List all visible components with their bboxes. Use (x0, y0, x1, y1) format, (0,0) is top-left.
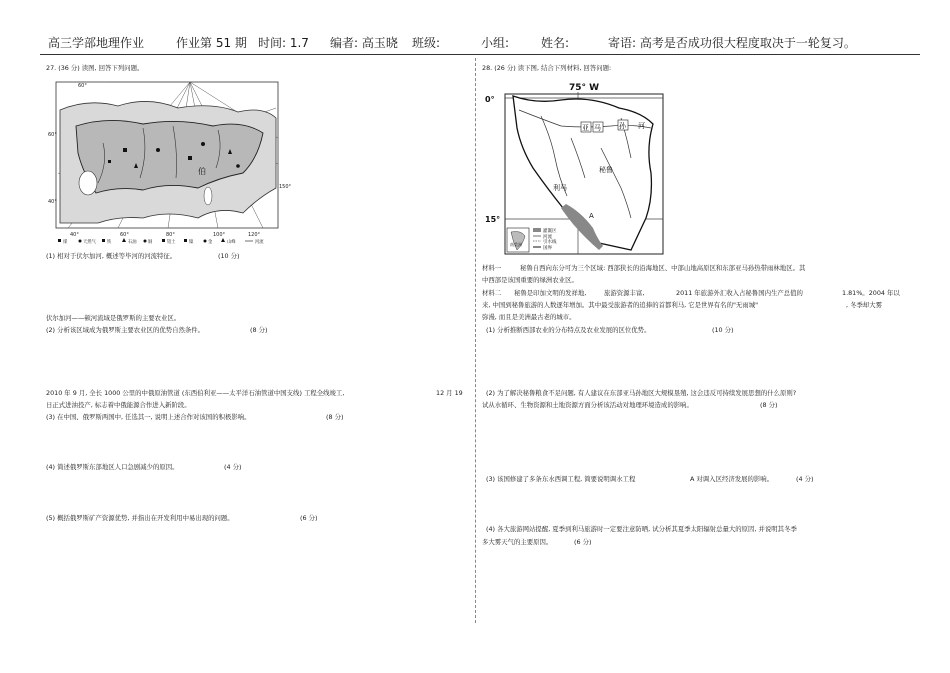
q28-sub2-score: (8 分) (760, 401, 778, 409)
legend-item: 灌溉区 (543, 229, 557, 234)
inset-label: 南美洲 (510, 242, 522, 247)
legend-item: 河流 (255, 240, 264, 245)
map-lon-label: 100° (213, 232, 226, 238)
river-label: 孙 (619, 122, 626, 130)
q28-sub3: (3) 该国修建了多条东水西调工程, 简要说明调水工程 (486, 475, 636, 483)
legend-item: 铝土 (167, 240, 176, 245)
legend-item: 河流 (543, 235, 552, 240)
legend-item: 铜 (148, 240, 153, 245)
q28-m2-label: 材料二 (482, 289, 502, 297)
q28-sub2-line1: (2) 为了解决秘鲁粮食不足问题, 有人建议在东部亚马孙地区大规模垦殖, 这会违反可持续发展思想的什么原则? (486, 389, 797, 397)
city-label: 利马 (553, 184, 567, 192)
q28-sub4-score: (6 分) (574, 538, 592, 546)
q28-m1-text: 秘鲁自西向东分可为三个区域: 西部狭长的沿海地区、中部山地高原区和东部亚马孙热带雨林地区。其 (520, 264, 806, 272)
q28-m2-a: 秘鲁是印加文明的发祥地, (514, 289, 587, 297)
map-lon-label: 75° W (569, 83, 600, 93)
q28-m2-d: 1.81%。2004 年以 (842, 289, 900, 297)
q28-sub1: (1) 分析推断西部农业的分布特点及农业发展的区位优势。 (486, 326, 651, 334)
map-lon-label: 150° (279, 184, 292, 190)
header-name: 姓名: (541, 36, 570, 50)
map-lat-label: 0° (485, 95, 495, 104)
map-lon-label: 60° (120, 232, 129, 238)
point-a-label: A (589, 212, 594, 220)
legend-item: 山峰 (227, 240, 236, 245)
header-rule (40, 54, 920, 55)
q27-title: 27. (36 分) 读图, 回答下列问题。 (46, 64, 144, 72)
legend-item: 国界 (543, 246, 552, 251)
q28-sub4-line1: (4) 各大旅游网站提醒, 夏季到利马旅游时一定要注意防晒, 试分析其夏季太阳辐射总量大的原因, 并说明其冬季 (486, 525, 797, 533)
header-school: 高三学部地理作业 (48, 36, 145, 50)
page-header (48, 34, 908, 52)
q28-m2-line3: 弥漫, 而且是美洲最古老的城市。 (482, 313, 576, 321)
q27-sub1: (1) 相对于伏尔加河, 概述等毕河的河流特征。 (46, 252, 177, 260)
map-lon-label: 80° (166, 232, 175, 238)
q28-m2-line2b: , 冬季却大雾 (846, 301, 883, 309)
legend-item: 镍 (189, 240, 194, 245)
q28-sub3-score: (4 分) (796, 475, 814, 483)
q28-m1-label: 材料一 (482, 264, 502, 272)
river-label: 马 (594, 124, 601, 132)
column-divider (475, 58, 477, 623)
header-time: 时间: 1.7 (258, 36, 309, 50)
map-lat-label: 60° (48, 132, 57, 138)
q27-sub3-score: (8 分) (326, 413, 344, 421)
russia-map (48, 78, 292, 246)
header-editor: 编者: 高玉晓 (330, 36, 398, 50)
river-label: 河 (638, 122, 645, 130)
q27-sub1-score: (10 分) (218, 252, 240, 260)
map-lat-label: 40° (48, 199, 57, 205)
map-lat-label: 15° (485, 215, 501, 224)
q27-sub5-score: (6 分) (300, 514, 318, 522)
q28-sub2-line2: 试从水循环、生物资源和土地资源方面分析该活动对地理环境造成的影响。 (482, 401, 693, 409)
q27-sub2: (2) 分析该区域成为俄罗斯主要农业区的优势自然条件。 (46, 326, 205, 334)
peru-map (481, 78, 667, 260)
header-group: 小组: (481, 36, 510, 50)
q27-sub3: (3) 在中国、俄罗斯两国中, 任选其一, 说明上述合作对该国的积极影响。 (46, 413, 251, 421)
q27-sub5: (5) 概括俄罗斯矿产资源优势, 并指出在开发利用中易出现的问题。 (46, 514, 234, 522)
map-lat-label: 60° (78, 83, 87, 89)
legend-item: 铁 (107, 240, 112, 245)
header-motto: 寄语: 高考是否成功很大程度取决于一轮复习。 (608, 36, 856, 50)
q28-sub4-line2: 多大雾天气的主要原因。 (482, 538, 553, 546)
river-label: 亚 (582, 124, 589, 132)
q27-sub2-score: (8 分) (250, 326, 268, 334)
q28-m2-b: 旅游资源丰富, (604, 289, 645, 297)
map-lon-label: 120° (248, 232, 261, 238)
q27-pipeline-line2: 日正式进油投产, 标志着中俄能源合作进入新阶段。 (46, 401, 191, 409)
map-lon-label: 40° (70, 232, 79, 238)
q27-pipeline-line1: 2010 年 9 月, 全长 1000 公里的中俄原油管道 (东西伯利亚——太平洋石油管道中国支线) 工程全线竣工, (46, 389, 345, 397)
q27-pipeline-date: 12 月 19 (436, 389, 463, 397)
q28-sub1-score: (10 分) (712, 326, 734, 334)
header-class: 班级: (412, 36, 441, 50)
q27-sub4: (4) 简述俄罗斯东部地区人口急剧减少的原因。 (46, 463, 179, 471)
q28-m1-text2: 中西部是该国重要的绿洲农业区。 (482, 276, 578, 284)
legend-item: 石油 (128, 240, 137, 245)
legend-item: 金 (208, 240, 213, 245)
country-label: 秘鲁 (599, 166, 613, 174)
q28-m2-line2: 来, 中国到秘鲁旅游的人数逐年增加。其中最受旅游者的追捧的首都利马, 它是世界有名的"无雨城" (482, 301, 759, 309)
q27-sub4-score: (4 分) (224, 463, 242, 471)
q28-sub3-b: A 对调入区经济发展的影响。 (690, 475, 774, 483)
q27-intro2: 伏尔加河——顿河流域是俄罗斯的主要农业区。 (46, 314, 181, 322)
legend-item: 天然气 (83, 240, 96, 245)
q28-title: 28. (26 分) 读下图, 结合下列材料, 回答问题: (482, 64, 612, 72)
map-place-label: 伯 (198, 167, 206, 176)
legend-item: 引水线 (543, 240, 557, 245)
legend-item: 煤 (63, 240, 68, 245)
q28-m2-c: 2011 年旅游外汇收入占秘鲁国内生产总值的 (676, 289, 803, 297)
header-issue: 作业第 51 期 (176, 36, 247, 50)
